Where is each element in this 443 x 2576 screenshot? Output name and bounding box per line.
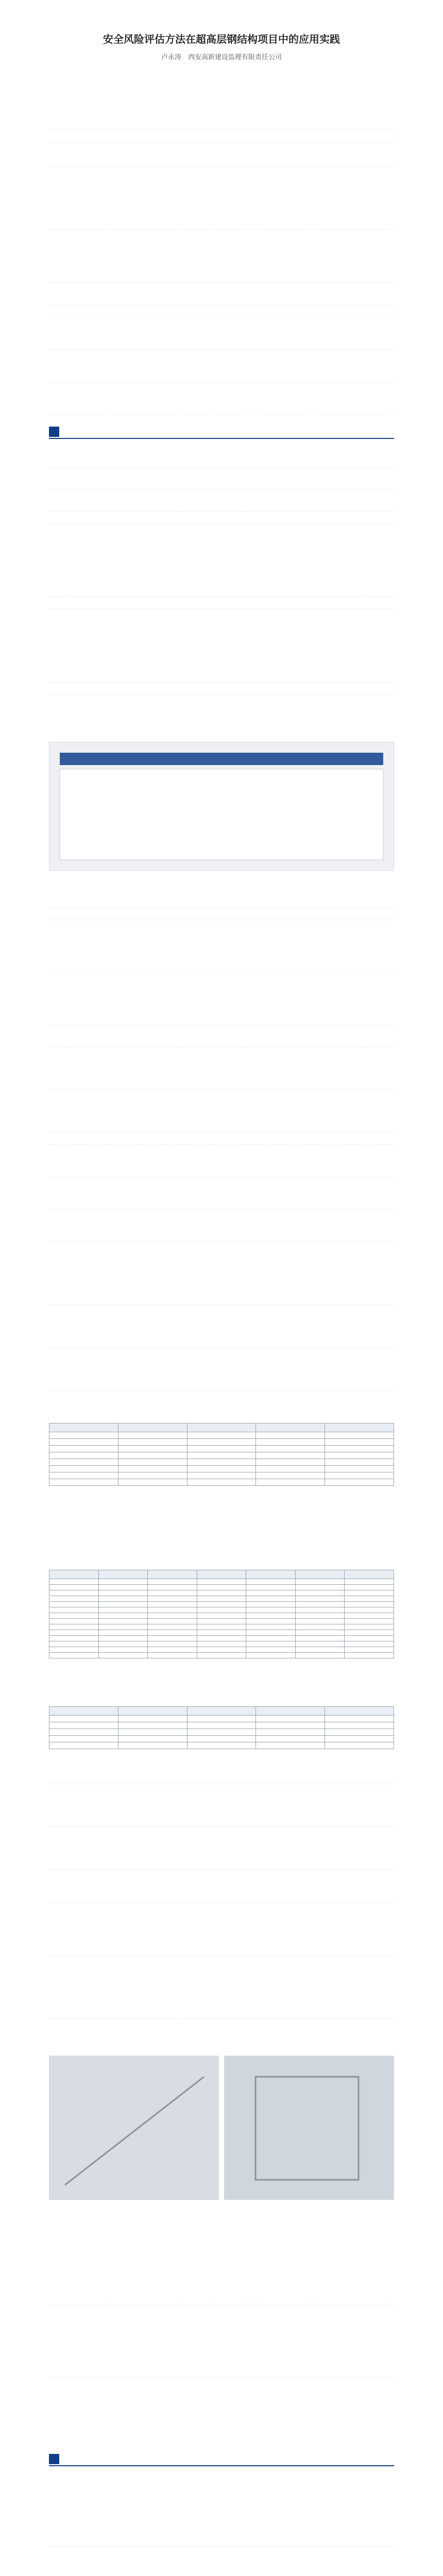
- section-3-2-heading: [49, 597, 394, 609]
- section-4-1-1-heading: [49, 1133, 394, 1145]
- table-row: [49, 1439, 394, 1446]
- section-4-1: [49, 1036, 394, 1242]
- brand-banner: [49, 425, 394, 438]
- table-header-cell: [187, 1707, 256, 1716]
- section-2-paragraph: [49, 468, 394, 490]
- table-cell: [49, 1590, 99, 1596]
- table-row: [49, 1585, 394, 1590]
- section-3: [49, 500, 394, 694]
- table-cell: [256, 1729, 325, 1736]
- table-cell: [325, 1466, 394, 1472]
- table-2-header-row: [49, 1570, 394, 1579]
- table-cell: [148, 1579, 197, 1585]
- table-cell: [49, 1596, 99, 1602]
- section-4-1-paragraph: [49, 1047, 394, 1090]
- table-cell: [256, 1432, 325, 1439]
- table-cell: [246, 1585, 296, 1590]
- table-header-cell: [98, 1570, 148, 1579]
- table-cell: [256, 1722, 325, 1729]
- section-1: [49, 155, 394, 283]
- table-3: [49, 1695, 394, 1749]
- section-4-4-heading: [49, 1891, 394, 1903]
- section-2-continued: [49, 446, 394, 490]
- table-cell: [187, 1466, 256, 1472]
- table-cell: [49, 1585, 99, 1590]
- table-row: [49, 1613, 394, 1619]
- table-cell: [49, 1619, 99, 1624]
- table-cell: [49, 1647, 99, 1653]
- table-row: [49, 1596, 394, 1602]
- table-cell: [295, 1636, 345, 1641]
- keywords: [49, 132, 394, 143]
- table-cell: [49, 1636, 99, 1641]
- table-3-grid: [49, 1706, 394, 1749]
- table-cell: [118, 1479, 187, 1486]
- table-row: [49, 1602, 394, 1607]
- table-cell: [325, 1472, 394, 1479]
- brand-logo-icon: [49, 427, 59, 437]
- table-cell: [325, 1729, 394, 1736]
- section-4-4-paragraph: [49, 1903, 394, 1956]
- table-cell: [295, 1624, 345, 1630]
- abstract-block: [49, 77, 394, 143]
- figure-1-caption: [49, 876, 394, 885]
- table-cell: [345, 1607, 394, 1613]
- section-4-2-heading: [49, 1293, 394, 1305]
- table-cell: [345, 1641, 394, 1647]
- section-4-1-heading: [49, 1036, 394, 1047]
- table-cell: [148, 1636, 197, 1641]
- table-cell: [148, 1613, 197, 1619]
- table-cell: [98, 1619, 148, 1624]
- table-2-caption: [49, 1558, 394, 1568]
- table-cell: [118, 1716, 187, 1722]
- table-cell: [295, 1579, 345, 1585]
- table-cell: [197, 1596, 246, 1602]
- section-4-2: [49, 1293, 394, 1391]
- table-cell: [49, 1613, 99, 1619]
- section-3-4-heading: [49, 896, 394, 908]
- table-row: [49, 1636, 394, 1641]
- table-cell: [197, 1585, 246, 1590]
- figure-2-left-illustration: [49, 2056, 218, 2199]
- table-cell: [118, 1466, 187, 1472]
- table-header-cell: [118, 1707, 187, 1716]
- table-cell: [325, 1722, 394, 1729]
- table-cell: [325, 1439, 394, 1446]
- section-2-1-heading: [49, 306, 394, 317]
- table-cell: [49, 1432, 118, 1439]
- section-4-3-paragraph: [49, 1784, 394, 1827]
- table-cell: [345, 1590, 394, 1596]
- table-cell: [256, 1736, 325, 1742]
- table-cell: [345, 1613, 394, 1619]
- table-cell: [197, 1630, 246, 1636]
- section-2: [49, 294, 394, 415]
- table-cell: [148, 1624, 197, 1630]
- table-row: [49, 1466, 394, 1472]
- section-2-paragraph: [49, 382, 394, 415]
- table-cell: [187, 1742, 256, 1749]
- table-row: [49, 1446, 394, 1452]
- table-row: [49, 1624, 394, 1630]
- table-cell: [49, 1452, 118, 1459]
- table-cell: [246, 1613, 296, 1619]
- table-cell: [49, 1439, 118, 1446]
- table-cell: [256, 1716, 325, 1722]
- table-cell: [148, 1653, 197, 1658]
- table-cell: [49, 1722, 118, 1729]
- section-3-paragraph: [49, 523, 394, 597]
- table-cell: [246, 1641, 296, 1647]
- table-3-header-row: [49, 1707, 394, 1716]
- section-4-3: [49, 1772, 394, 1870]
- table-row: [49, 1722, 394, 1729]
- table-cell: [98, 1590, 148, 1596]
- table-cell: [49, 1641, 99, 1647]
- section-3-1-heading: [49, 512, 394, 523]
- table-cell: [148, 1596, 197, 1602]
- section-3-heading: [49, 500, 394, 512]
- table-cell: [197, 1653, 246, 1658]
- table-cell: [295, 1619, 345, 1624]
- brand-logo-icon: [49, 2454, 59, 2464]
- table-cell: [345, 1602, 394, 1607]
- table-1-header-row: [49, 1423, 394, 1432]
- table-cell: [295, 1585, 345, 1590]
- section-3-4-paragraph: [49, 973, 394, 1026]
- table-cell: [295, 1602, 345, 1607]
- table-header-cell: [148, 1570, 197, 1579]
- banner-rule: [49, 438, 394, 439]
- table-cell: [197, 1613, 246, 1619]
- table-cell: [187, 1432, 256, 1439]
- table-3-caption: [49, 1695, 394, 1704]
- table-cell: [325, 1432, 394, 1439]
- table-cell: [49, 1736, 118, 1742]
- table-cell: [98, 1624, 148, 1630]
- table-cell: [256, 1466, 325, 1472]
- table-cell: [345, 1636, 394, 1641]
- section-4-1-1-item: [49, 1145, 394, 1177]
- photo-background: [225, 2056, 394, 2199]
- table-cell: [345, 1596, 394, 1602]
- table-cell: [256, 1472, 325, 1479]
- table-cell: [187, 1722, 256, 1729]
- table-cell: [325, 1736, 394, 1742]
- table-row: [49, 1452, 394, 1459]
- table-cell: [295, 1590, 345, 1596]
- table-cell: [345, 1630, 394, 1636]
- table-cell: [187, 1716, 256, 1722]
- section-3-4: [49, 896, 394, 1026]
- article-title: 安全风险评估方法在超高层钢结构项目中的应用实践: [103, 33, 340, 45]
- table-cell: [197, 1647, 246, 1653]
- table-cell: [49, 1602, 99, 1607]
- table-cell: [187, 1729, 256, 1736]
- table-cell: [246, 1624, 296, 1630]
- table-header-cell: [197, 1570, 246, 1579]
- table-header-cell: [256, 1423, 325, 1432]
- table-cell: [197, 1602, 246, 1607]
- table-cell: [148, 1641, 197, 1647]
- section-4-1-1-item: [49, 1210, 394, 1242]
- table-row: [49, 1641, 394, 1647]
- table-cell: [118, 1742, 187, 1749]
- figure-2-right-image: [224, 2056, 394, 2200]
- table-cell: [197, 1607, 246, 1613]
- table-cell: [197, 1636, 246, 1641]
- table-cell: [295, 1607, 345, 1613]
- table-cell: [98, 1602, 148, 1607]
- table-cell: [118, 1439, 187, 1446]
- table-cell: [246, 1630, 296, 1636]
- figure-1-image: [49, 742, 394, 871]
- table-cell: [246, 1596, 296, 1602]
- table-cell: [325, 1452, 394, 1459]
- section-4-4: [49, 1891, 394, 2019]
- section-4-1-paragraph: [49, 1090, 394, 1133]
- table-row: [49, 1590, 394, 1596]
- table-row: [49, 1742, 394, 1749]
- author-line: 卢永涛 西安高新建设监理有限责任公司: [161, 54, 282, 61]
- table-header-cell: [246, 1570, 296, 1579]
- table-cell: [118, 1446, 187, 1452]
- table-cell: [197, 1619, 246, 1624]
- table-cell: [98, 1647, 148, 1653]
- table-header-cell: [325, 1707, 394, 1716]
- table-cell: [197, 1641, 246, 1647]
- figure-1-content-area: [60, 769, 383, 860]
- table-cell: [148, 1619, 197, 1624]
- table-cell: [325, 1716, 394, 1722]
- keywords-text: [49, 132, 394, 143]
- section-3-4-paragraph: [49, 920, 394, 973]
- section-5-paragraph: [49, 2304, 394, 2378]
- table-cell: [246, 1647, 296, 1653]
- table-cell: [49, 1653, 99, 1658]
- table-2-grid: [49, 1570, 394, 1658]
- section-2-paragraph: [49, 317, 394, 350]
- table-cell: [345, 1619, 394, 1624]
- table-cell: [187, 1459, 256, 1466]
- table-cell: [118, 1432, 187, 1439]
- table-row: [49, 1653, 394, 1658]
- table-1: [49, 1412, 394, 1486]
- section-5-paragraph: [49, 2547, 394, 2576]
- table-cell: [295, 1647, 345, 1653]
- section-2-paragraph: [49, 446, 394, 468]
- table-cell: [187, 1452, 256, 1459]
- table-cell: [118, 1722, 187, 1729]
- table-header-cell: [325, 1423, 394, 1432]
- table-cell: [118, 1472, 187, 1479]
- table-cell: [295, 1630, 345, 1636]
- section-1-paragraph: [49, 230, 394, 283]
- table-1-caption: [49, 1412, 394, 1421]
- section-1-paragraph: [49, 166, 394, 230]
- table-cell: [98, 1596, 148, 1602]
- table-2: [49, 1558, 394, 1658]
- table-header-cell: [49, 1570, 99, 1579]
- title-block: [49, 31, 394, 46]
- table-cell: [295, 1653, 345, 1658]
- table-cell: [187, 1472, 256, 1479]
- table-row: [49, 1630, 394, 1636]
- table-cell: [345, 1585, 394, 1590]
- figure-2-left-image: [49, 2056, 219, 2200]
- figure-1-illustration: [49, 742, 394, 870]
- table-cell: [246, 1653, 296, 1658]
- table-cell: [98, 1607, 148, 1613]
- table-header-cell: [187, 1423, 256, 1432]
- section-2-paragraph: [49, 350, 394, 382]
- abstract: [49, 77, 394, 129]
- table-header-cell: [49, 1423, 118, 1432]
- table-1-grid: [49, 1423, 394, 1486]
- table-cell: [49, 1459, 118, 1466]
- table-cell: [197, 1624, 246, 1630]
- table-cell: [49, 1607, 99, 1613]
- table-cell: [256, 1479, 325, 1486]
- section-3-3-heading: [49, 683, 394, 694]
- table-cell: [246, 1636, 296, 1641]
- section-3-4-subheading: [49, 908, 394, 920]
- table-cell: [295, 1613, 345, 1619]
- table-cell: [49, 1729, 118, 1736]
- table-cell: [148, 1585, 197, 1590]
- table-cell: [325, 1742, 394, 1749]
- table-cell: [256, 1459, 325, 1466]
- section-4-4-paragraph: [49, 1956, 394, 2019]
- table-cell: [98, 1653, 148, 1658]
- table-cell: [345, 1647, 394, 1653]
- table-cell: [197, 1590, 246, 1596]
- section-4-2-paragraph: [49, 1348, 394, 1391]
- table-cell: [98, 1613, 148, 1619]
- table-header-cell: [118, 1423, 187, 1432]
- table-cell: [49, 1624, 99, 1630]
- table-cell: [148, 1590, 197, 1596]
- table-cell: [49, 1742, 118, 1749]
- table-cell: [49, 1479, 118, 1486]
- table-cell: [345, 1624, 394, 1630]
- table-cell: [118, 1452, 187, 1459]
- figure-2-right-illustration: [225, 2056, 394, 2199]
- table-cell: [148, 1602, 197, 1607]
- table-row: [49, 1579, 394, 1585]
- table-header-cell: [49, 1707, 118, 1716]
- table-cell: [98, 1579, 148, 1585]
- table-cell: [246, 1607, 296, 1613]
- table-row: [49, 1736, 394, 1742]
- table-cell: [256, 1446, 325, 1452]
- brand-banner: [49, 2452, 394, 2466]
- table-row: [49, 1619, 394, 1624]
- table-header-cell: [295, 1570, 345, 1579]
- table-cell: [148, 1607, 197, 1613]
- table-row: [49, 1647, 394, 1653]
- table-cell: [325, 1479, 394, 1486]
- table-cell: [187, 1446, 256, 1452]
- section-5-paragraph: [49, 2231, 394, 2304]
- table-row: [49, 1729, 394, 1736]
- table-cell: [98, 1630, 148, 1636]
- table-cell: [118, 1459, 187, 1466]
- table-cell: [246, 1590, 296, 1596]
- table-cell: [295, 1596, 345, 1602]
- table-cell: [246, 1602, 296, 1607]
- figure-2-left-caption: [49, 2205, 219, 2214]
- table-cell: [187, 1439, 256, 1446]
- section-2-heading: [49, 294, 394, 306]
- table-cell: [49, 1472, 118, 1479]
- table-row: [49, 1479, 394, 1486]
- table-cell: [295, 1641, 345, 1647]
- table-cell: [49, 1579, 99, 1585]
- table-cell: [187, 1736, 256, 1742]
- table-cell: [187, 1479, 256, 1486]
- table-cell: [98, 1585, 148, 1590]
- section-4-2-paragraph: [49, 1305, 394, 1348]
- table-cell: [148, 1630, 197, 1636]
- table-cell: [256, 1742, 325, 1749]
- table-row: [49, 1716, 394, 1722]
- table-cell: [246, 1619, 296, 1624]
- figure-1-header-bar: [60, 753, 383, 765]
- section-5-continued: [49, 2473, 394, 2576]
- figure-2-right-caption: [224, 2205, 394, 2214]
- section-5: [49, 2231, 394, 2378]
- table-cell: [345, 1579, 394, 1585]
- table-cell: [256, 1439, 325, 1446]
- table-row: [49, 1432, 394, 1439]
- table-cell: [197, 1579, 246, 1585]
- table-cell: [256, 1452, 325, 1459]
- table-cell: [49, 1446, 118, 1452]
- section-4-3-paragraph: [49, 1827, 394, 1870]
- author-block: [49, 52, 394, 61]
- section-5-paragraph: [49, 2473, 394, 2547]
- table-cell: [98, 1641, 148, 1647]
- table-row: [49, 1459, 394, 1466]
- banner-rule: [49, 2465, 394, 2466]
- table-cell: [49, 1466, 118, 1472]
- table-row: [49, 1472, 394, 1479]
- table-cell: [49, 1630, 99, 1636]
- table-cell: [148, 1647, 197, 1653]
- table-row: [49, 1607, 394, 1613]
- table-cell: [49, 1716, 118, 1722]
- table-cell: [325, 1446, 394, 1452]
- section-1-heading: [49, 155, 394, 166]
- table-cell: [118, 1736, 187, 1742]
- section-3-paragraph: [49, 609, 394, 683]
- table-cell: [345, 1653, 394, 1658]
- table-cell: [118, 1729, 187, 1736]
- table-cell: [325, 1459, 394, 1466]
- table-header-cell: [256, 1707, 325, 1716]
- table-cell: [246, 1579, 296, 1585]
- table-cell: [98, 1636, 148, 1641]
- section-4-1-1-item: [49, 1177, 394, 1210]
- section-4-3-heading: [49, 1772, 394, 1784]
- abstract-text: [49, 77, 394, 129]
- table-header-cell: [345, 1570, 394, 1579]
